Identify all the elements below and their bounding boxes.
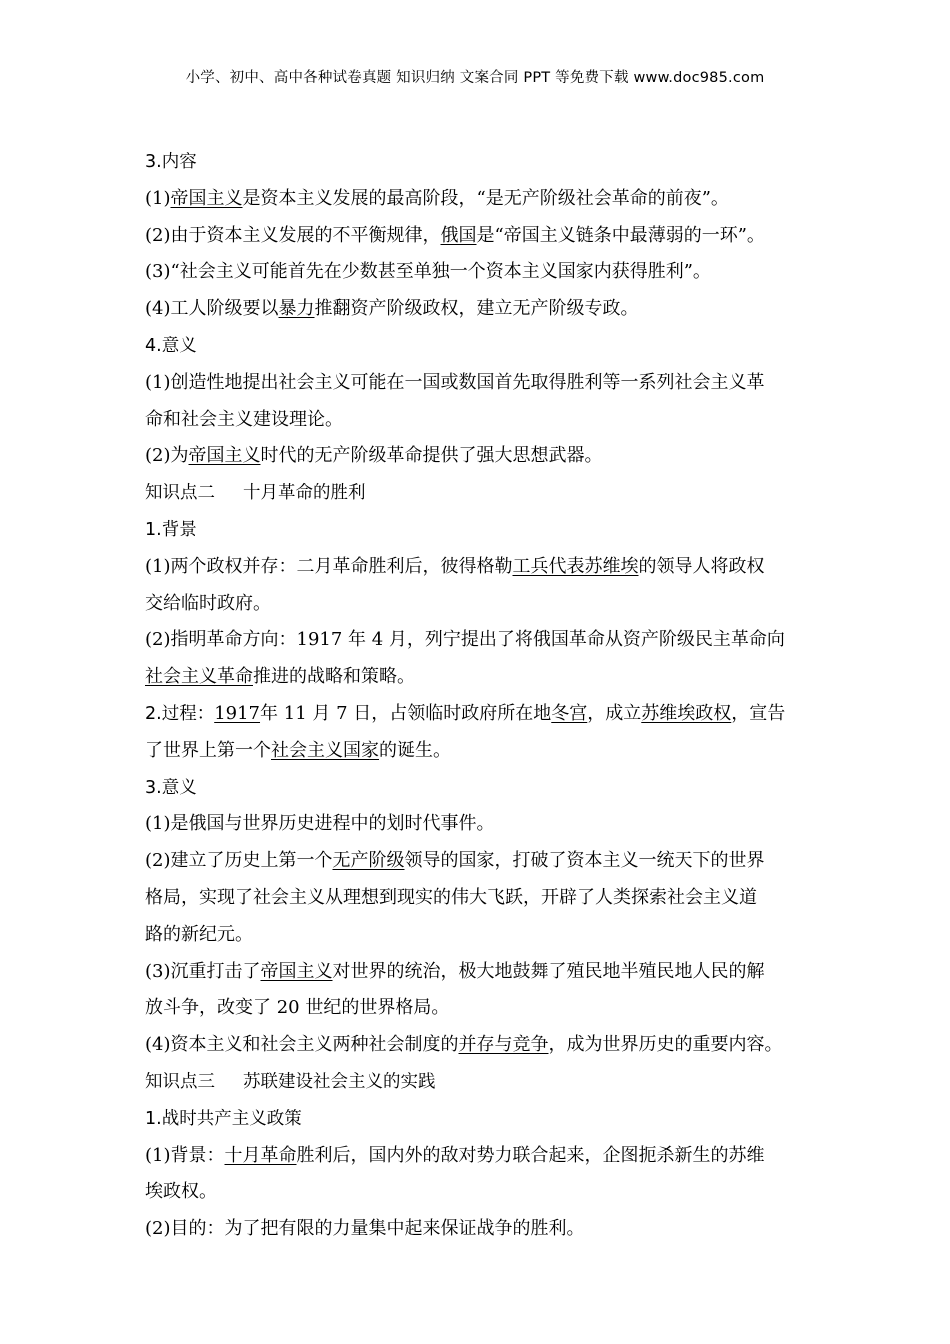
text: (3)沉重打击了 [145,960,261,982]
para-sig-2c: 路的新纪元。 [145,923,253,945]
para-process [145,696,811,733]
para-content-4 [145,291,811,328]
text: 领导的国家，打破了资本主义一统天下的世界 [404,850,765,872]
text: (2)为 [145,445,189,467]
text: 的领导人将政权 [638,555,765,577]
para-sig-1: (1)是俄国与世界历史进程中的划时代事件。 [145,813,495,835]
text: (1) [145,187,171,209]
para-war-2: (2)目的：为了把有限的力量集中起来保证战争的胜利。 [145,1218,585,1240]
text: (2)由于资本主义发展的不平衡规律， [145,224,441,246]
text: ，成立 [587,702,642,724]
underlined-term: 1917 [214,702,261,724]
text: ，成为世界历史的重要内容。 [548,1034,783,1056]
text: 苏联建设社会主义的实践 [243,1071,436,1092]
text: 推翻资产阶级政权，建立无产阶级专政。 [314,298,639,320]
heading-war-communism: 1.战时共产主义政策 [145,1108,302,1129]
underlined-term: 帝国主义 [188,445,261,467]
underlined-term: 帝国主义 [260,960,333,982]
para-war-1 [145,1138,811,1175]
text: 的诞生。 [379,739,451,761]
para-significance-1b: 命和社会主义建设理论。 [145,408,343,430]
text: 了世界上第一个 [145,739,271,761]
para-background-2: (2)指明革命方向：1917 年 4 月，列宁提出了将俄国革命从资产阶级民主革命向 [145,629,785,651]
text: ，宣告 [731,702,786,724]
underlined-term: 俄国 [440,224,477,246]
underlined-term: 社会主义国家 [271,739,379,761]
para-content-1 [145,181,811,218]
para-process-b [145,733,811,770]
underlined-term: 帝国主义 [170,187,243,209]
text: 知识点二 [145,483,215,504]
text: 是“帝国主义链条中最薄弱的一环”。 [476,224,765,246]
para-background-1 [145,549,811,586]
heading-significance: 4.意义 [145,335,197,356]
para-background-1b: 交给临时政府。 [145,592,271,614]
text: 时代的无产阶级革命提供了强大思想武器。 [260,445,603,467]
text: 对世界的统治，极大地鼓舞了殖民地半殖民地人民的解 [332,960,765,982]
underlined-term: 并存与竞争 [458,1034,549,1056]
para-sig-3b: 放斗争，改变了 20 世纪的世界格局。 [145,997,450,1019]
para-sig-2 [145,843,811,880]
underlined-term: 无产阶级 [332,850,405,872]
para-content-2 [145,218,811,255]
text: 年 11 月 7 日，占领临时政府所在地 [260,702,552,724]
page-header: 小学、初中、高中各种试卷真题 知识归纳 文案合同 PPT 等免费下载 www.doc985.com [185,70,765,86]
para-sig-3 [145,954,811,991]
underlined-term: 十月革命 [224,1144,297,1166]
text: 知识点三 [145,1071,215,1092]
para-significance-2 [145,438,811,475]
heading-content: 3.内容 [145,152,197,172]
text: (1)两个政权并存：二月革命胜利后，彼得格勒 [145,555,513,577]
heading-significance-2: 3.意义 [145,777,197,798]
text: (4)工人阶级要以 [145,298,279,320]
para-war-1b: 埃政权。 [145,1181,217,1203]
underlined-term: 社会主义革命 [145,666,253,688]
heading-knowledge-point-2 [145,475,811,512]
text: 是资本主义发展的最高阶段，“是无产阶级社会革命的前夜”。 [242,187,729,209]
text: (2)建立了历史上第一个 [145,850,333,872]
para-sig-4 [145,1027,811,1064]
para-significance-1a: (1)创造性地提出社会主义可能在一国或数国首先取得胜利等一系列社会主义革 [145,371,765,393]
document-body [145,144,811,1248]
underlined-term: 苏维埃政权 [641,702,732,724]
text: 推进的战略和策略。 [253,666,415,688]
text: 2.过程： [145,703,215,724]
text: (4)资本主义和社会主义两种社会制度的 [145,1034,459,1056]
para-content-3: (3)“社会主义可能首先在少数甚至单独一个资本主义国家内获得胜利”。 [145,261,711,283]
underlined-term: 工兵代表苏维埃 [512,555,639,577]
para-background-2b [145,659,811,696]
underlined-term: 暴力 [278,298,315,320]
text: 十月革命的胜利 [243,483,366,504]
heading-knowledge-point-3 [145,1064,811,1101]
text: (1)背景： [145,1144,225,1166]
heading-background: 1.背景 [145,519,197,540]
underlined-term: 冬宫 [551,702,588,724]
para-sig-2b: 格局，实现了社会主义从理想到现实的伟大飞跃，开辟了人类探索社会主义道 [145,886,757,908]
text: 胜利后，国内外的敌对势力联合起来，企图扼杀新生的苏维 [296,1144,765,1166]
